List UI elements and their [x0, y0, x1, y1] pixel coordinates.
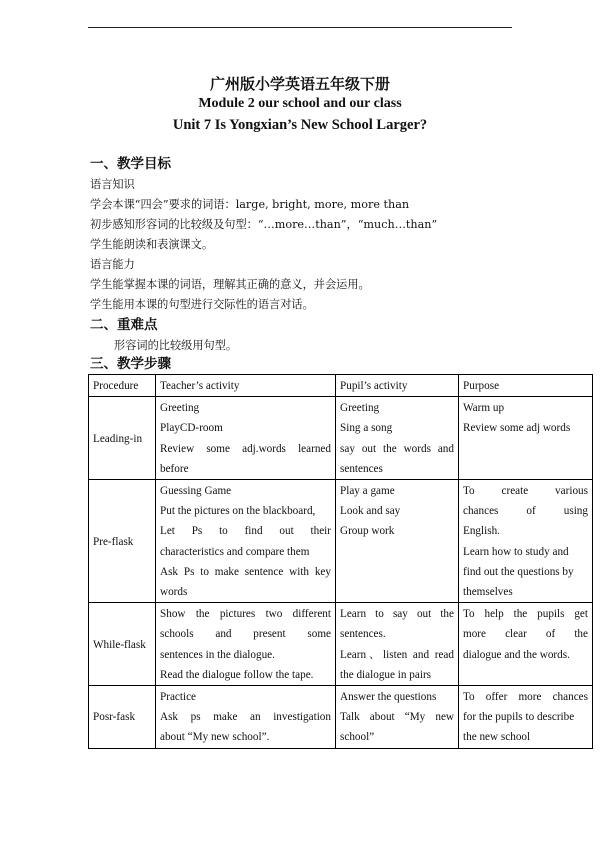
cell-line: Sing a song — [340, 422, 393, 435]
procedure-cell: Leading-in — [89, 397, 156, 480]
cell-line: the new school — [463, 731, 531, 744]
cell-line: To create various — [463, 485, 588, 498]
pupil-activity-cell — [336, 397, 459, 480]
cell-line: about “My new school”. — [160, 731, 270, 744]
objective-line: 学会本课“四会”要求的词语：large, bright, more, more than — [90, 198, 410, 211]
cell-line: To help the pupils get — [463, 608, 588, 621]
teacher-activity-cell — [156, 603, 336, 686]
cell-line: Learn to say out the — [340, 608, 454, 621]
cell-line: characteristics and compare them — [160, 545, 310, 558]
cell-line: Group work — [340, 525, 395, 538]
cell-line: themselves — [463, 586, 513, 599]
objective-line: 学生能掌握本课的词语，理解其正确的意义，并会运用。 — [90, 278, 370, 291]
section-heading-key-points: 二、重难点 — [90, 317, 158, 333]
cell-line: Let Ps to find out their — [160, 525, 331, 538]
cell-line: PlayCD-room — [160, 422, 223, 435]
cell-line: Greeting — [160, 402, 200, 415]
cell-line: Learn、listen and read — [340, 648, 454, 661]
cell-line: Warm up — [463, 402, 505, 415]
module-title: Module 2 our school and our class — [198, 96, 402, 111]
unit-title: Unit 7 Is Yongxian’s New School Larger? — [172, 117, 428, 133]
cell-line: Talk about “My new — [340, 711, 454, 724]
objective-line: 语言知识 — [90, 178, 135, 191]
cell-line: English. — [463, 525, 500, 538]
teacher-activity-cell — [156, 397, 336, 480]
objective-line: 语言能力 — [90, 258, 135, 271]
cell-line: Guessing Game — [160, 485, 232, 498]
procedure-cell: Pre-flask — [89, 480, 156, 603]
procedure-cell: Posr-fask — [89, 686, 156, 749]
cell-line: schools and present some — [160, 628, 331, 641]
section-heading-steps: 三、教学步骤 — [90, 356, 171, 372]
cell-line: Review some adj.words learned — [160, 442, 331, 455]
cell-line: more clear of the — [463, 628, 588, 641]
cell-line: chances of using — [463, 505, 588, 518]
table-header-row — [89, 375, 593, 397]
header-purpose: Purpose — [459, 375, 593, 397]
cell-line: Answer the questions — [340, 691, 437, 704]
cell-line: Ask Ps to make sentence with key — [160, 565, 331, 578]
cell-line: Greeting — [340, 402, 380, 415]
header-teacher-activity: Teacher’s activity — [156, 375, 336, 397]
procedure-cell: While-flask — [89, 603, 156, 686]
cell-line: Review some adj words — [463, 422, 571, 435]
cell-line: To offer more chances — [463, 691, 588, 704]
purpose-cell — [459, 397, 593, 480]
cell-line: Practice — [160, 691, 197, 704]
pupil-activity-cell — [336, 480, 459, 603]
objective-line: 初步感知形容词的比较级及句型：“…more…than”，“much…than” — [90, 218, 438, 231]
objective-line: 学生能朗读和表演课文。 — [90, 238, 214, 251]
table-row — [89, 397, 593, 480]
cell-line: dialogue and the words. — [463, 648, 570, 661]
header-procedure: Procedure — [89, 375, 156, 397]
cell-line: find out the questions by — [463, 565, 574, 578]
purpose-cell — [459, 686, 593, 749]
teacher-activity-cell — [156, 480, 336, 603]
purpose-cell — [459, 480, 593, 603]
cell-line: sentences — [340, 462, 383, 475]
top-rule — [88, 27, 512, 28]
table-row — [89, 480, 593, 603]
cell-line: Put the pictures on the blackboard, — [160, 505, 316, 518]
title-block — [0, 74, 600, 136]
teacher-activity-cell — [156, 686, 336, 749]
cell-line: say out the words and — [340, 442, 454, 455]
document-title: 广州版小学英语五年级下册 — [209, 75, 390, 93]
cell-line: Read the dialogue follow the tape. — [160, 668, 314, 681]
cell-line: sentences. — [340, 628, 386, 641]
cell-line: sentences in the dialogue. — [160, 648, 275, 661]
table-row — [89, 686, 593, 749]
cell-line: Look and say — [340, 505, 401, 518]
cell-line: Show the pictures two different — [160, 608, 331, 621]
objective-line: 学生能用本课的句型进行交际性的语言对话。 — [90, 298, 314, 311]
cell-line: Play a game — [340, 485, 395, 498]
cell-line: words — [160, 586, 188, 599]
cell-line: school” — [340, 731, 375, 744]
header-pupil-activity: Pupil’s activity — [336, 375, 459, 397]
cell-line: the dialogue in pairs — [340, 668, 432, 681]
cell-line: for the pupils to describe — [463, 711, 575, 724]
key-point-line: 形容词的比较级用句型。 — [114, 339, 238, 352]
pupil-activity-cell — [336, 603, 459, 686]
cell-line: Ask ps make an investigation — [160, 711, 331, 724]
teaching-steps-table — [88, 374, 593, 749]
pupil-activity-cell — [336, 686, 459, 749]
table-row — [89, 603, 593, 686]
cell-line: Learn how to study and — [463, 545, 569, 558]
purpose-cell — [459, 603, 593, 686]
cell-line: before — [160, 462, 189, 475]
section-heading-objectives: 一、教学目标 — [90, 156, 171, 172]
